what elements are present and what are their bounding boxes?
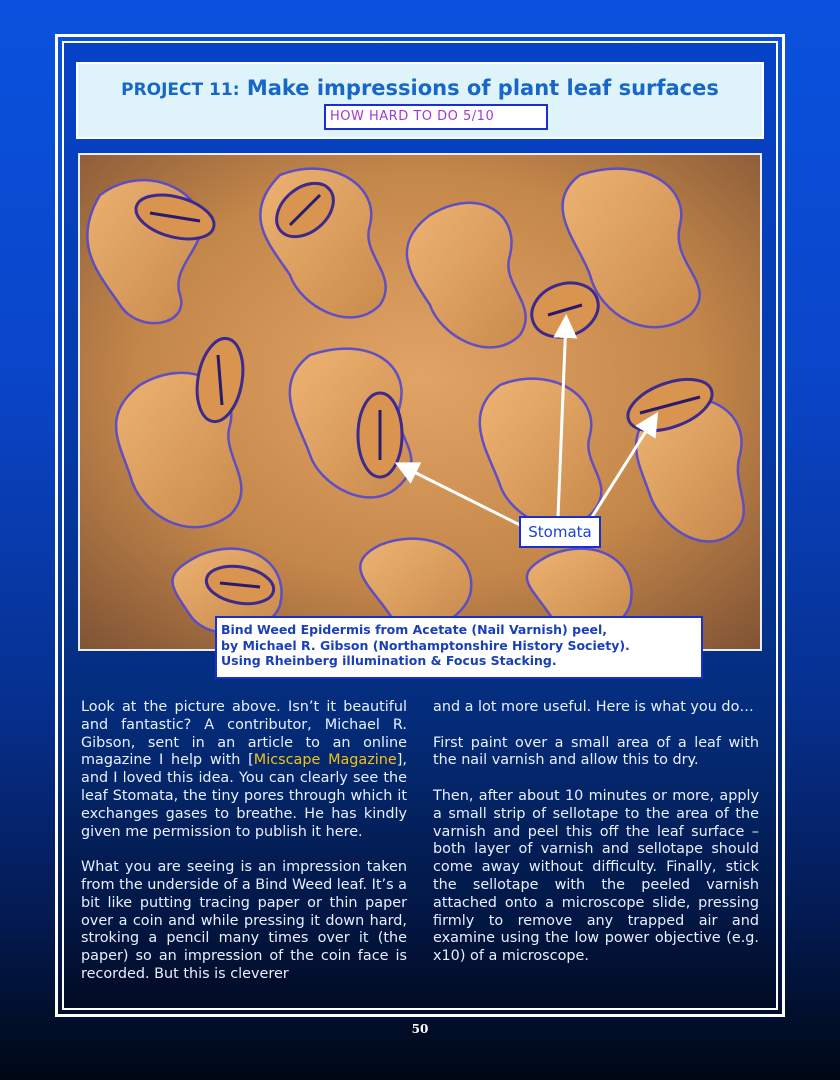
body-column-left — [81, 699, 407, 1002]
paragraph: First paint over a small area of a leaf with the nail varnish and allow this to dry. — [433, 734, 759, 769]
photo-caption — [215, 616, 703, 679]
caption-line-3: Using Rheinberg illumination & Focus Stacking. — [221, 653, 557, 668]
leaf-epidermis-photo — [78, 153, 762, 651]
page-number: 50 — [411, 1022, 429, 1036]
paragraph-text: Look at the picture above. Isn’t it beautiful and fantastic? A contributor, Michael R. Gibson, sent in an article to an online magazine I help with [ — [81, 699, 407, 769]
caption-line-1: Bind Weed Epidermis from Acetate (Nail Varnish) peel, — [221, 622, 608, 637]
stomata-label: Stomata — [519, 516, 601, 548]
page-title — [78, 76, 762, 100]
paragraph: What you are seeing is an impression taken from the underside of a Bind Weed leaf. It’s a bit like putting tracing paper or thin paper over a coin and while pressing it down hard, stroking a pencil many times over it (the paper) so an impression of the coin face is recorded. But this is cleverer — [81, 859, 407, 982]
paragraph-text: ], and I loved this idea. You can clearly see the leaf Stomata, the tiny pores through which it exchanges gases to breathe. He has kindly given me permission to publish it here. — [81, 752, 407, 840]
caption-line-2: by Michael R. Gibson (Northamptonshire History Society). — [221, 637, 630, 653]
project-title: Make impressions of plant leaf surfaces — [246, 76, 719, 100]
paragraph: Then, after about 10 minutes or more, apply a small strip of sellotape to the area of the varnish and peel this off the leaf surface – both layer of varnish and sellotape should come away without difficulty. Finally, stick the sellotape with the peeled varnish attached onto a microscope slide, pressing firmly to remove any trapped air and examine using the low power objective (e.g. x10) of a microscope. — [433, 787, 759, 965]
paragraph: and a lot more useful. Here is what you do… — [433, 699, 754, 715]
micscape-link[interactable]: Micscape Magazine — [253, 752, 397, 769]
project-number: PROJECT 11: — [121, 80, 240, 100]
body-column-right — [433, 699, 759, 984]
paragraph — [81, 699, 407, 841]
difficulty-badge: HOW HARD TO DO 5/10 — [324, 104, 548, 130]
